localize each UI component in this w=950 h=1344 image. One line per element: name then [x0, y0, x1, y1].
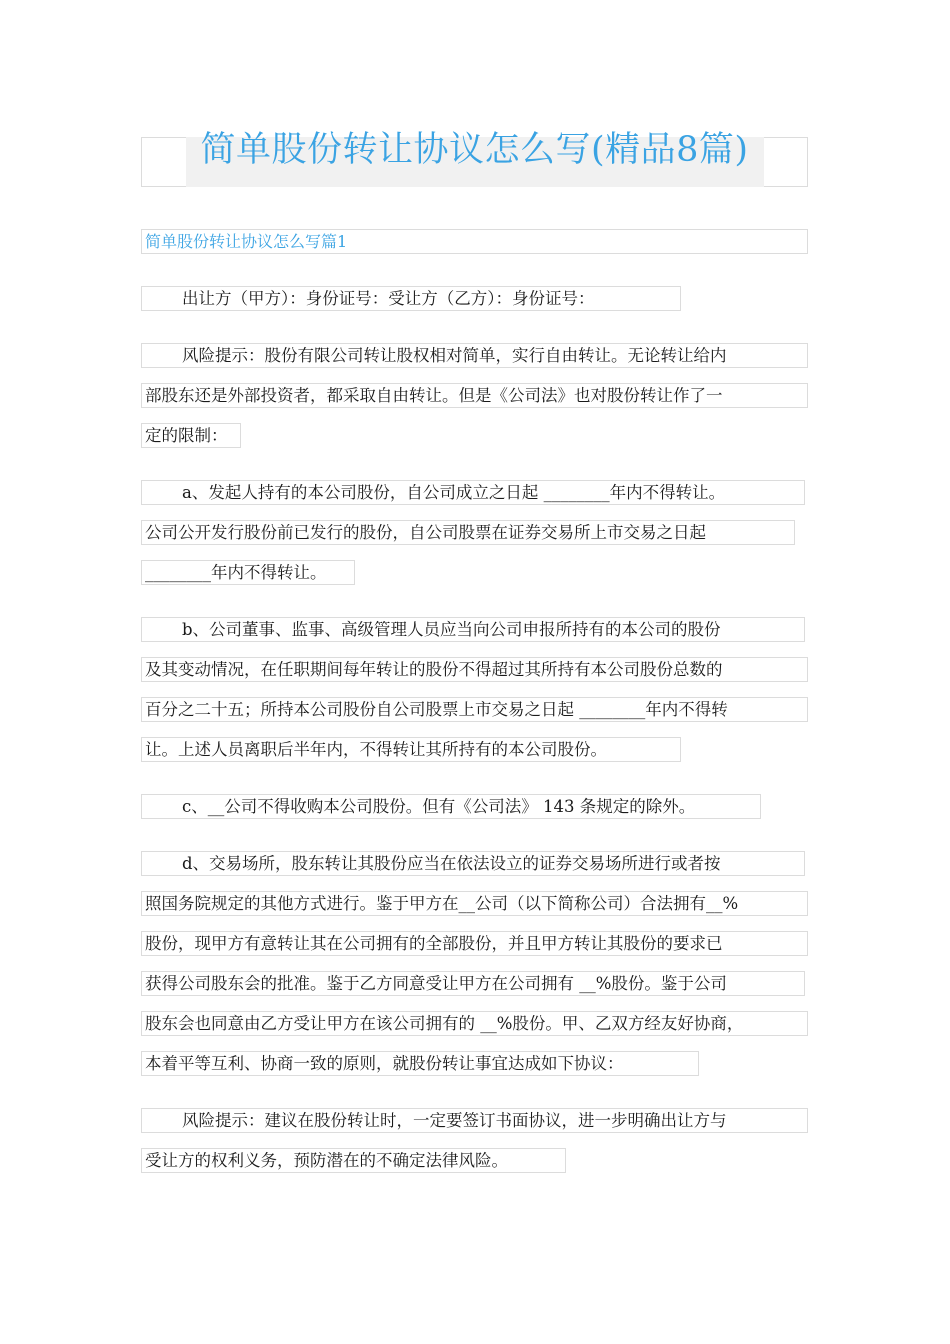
paragraph-line: 让。上述人员离职后半年内，不得转让其所持有的本公司股份。 — [141, 737, 681, 762]
paragraph-line: 股东会也同意由乙方受让甲方在该公司拥有的 __%股份。甲、乙双方经友好协商， — [141, 1011, 808, 1036]
paragraph-line: 部股东还是外部投资者，都采取自由转让。但是《公司法》也对股份转让作了一 — [141, 383, 808, 408]
paragraph-line: 股份，现甲方有意转让其在公司拥有的全部股份，并且甲方转让其股份的要求已 — [141, 931, 808, 956]
paragraph-line: 定的限制： — [141, 423, 241, 448]
paragraph-line: 风险提示：建议在股份转让时，一定要签订书面协议，进一步明确出让方与 — [141, 1108, 808, 1133]
document-title: 简单股份转让协议怎么写(精品8篇) — [200, 130, 749, 170]
paragraph-line: 获得公司股东会的批准。鉴于乙方同意受让甲方在公司拥有 __%股份。鉴于公司 — [141, 971, 805, 996]
paragraph-line: a、发起人持有的本公司股份，自公司成立之日起 ________年内不得转让。 — [141, 480, 805, 505]
paragraph-line: b、公司董事、监事、高级管理人员应当向公司申报所持有的本公司的股份 — [141, 617, 805, 642]
paragraph-line: ________年内不得转让。 — [141, 560, 355, 585]
paragraph-line: d、交易场所，股东转让其股份应当在依法设立的证券交易场所进行或者按 — [141, 851, 805, 876]
paragraph-line: 公司公开发行股份前已发行的股份，自公司股票在证券交易所上市交易之日起 — [141, 520, 795, 545]
paragraph-line: 出让方（甲方）：身份证号：受让方（乙方）：身份证号： — [141, 286, 681, 311]
paragraph-line: 及其变动情况，在任职期间每年转让的股份不得超过其所持有本公司股份总数的 — [141, 657, 808, 682]
paragraph-line: 受让方的权利义务，预防潜在的不确定法律风险。 — [141, 1148, 566, 1173]
paragraph-line: 本着平等互利、协商一致的原则，就股份转让事宜达成如下协议： — [141, 1051, 699, 1076]
paragraph-line: 风险提示：股份有限公司转让股权相对简单，实行自由转让。无论转让给内 — [141, 343, 808, 368]
paragraph-line: c、__公司不得收购本公司股份。但有《公司法》 143 条规定的除外。 — [141, 794, 761, 819]
section-heading: 简单股份转让协议怎么写篇1 — [141, 229, 808, 254]
paragraph-line: 百分之二十五；所持本公司股份自公司股票上市交易之日起 ________年内不得转 — [141, 697, 808, 722]
paragraph-line: 照国务院规定的其他方式进行。鉴于甲方在__公司（以下简称公司）合法拥有__% — [141, 891, 808, 916]
